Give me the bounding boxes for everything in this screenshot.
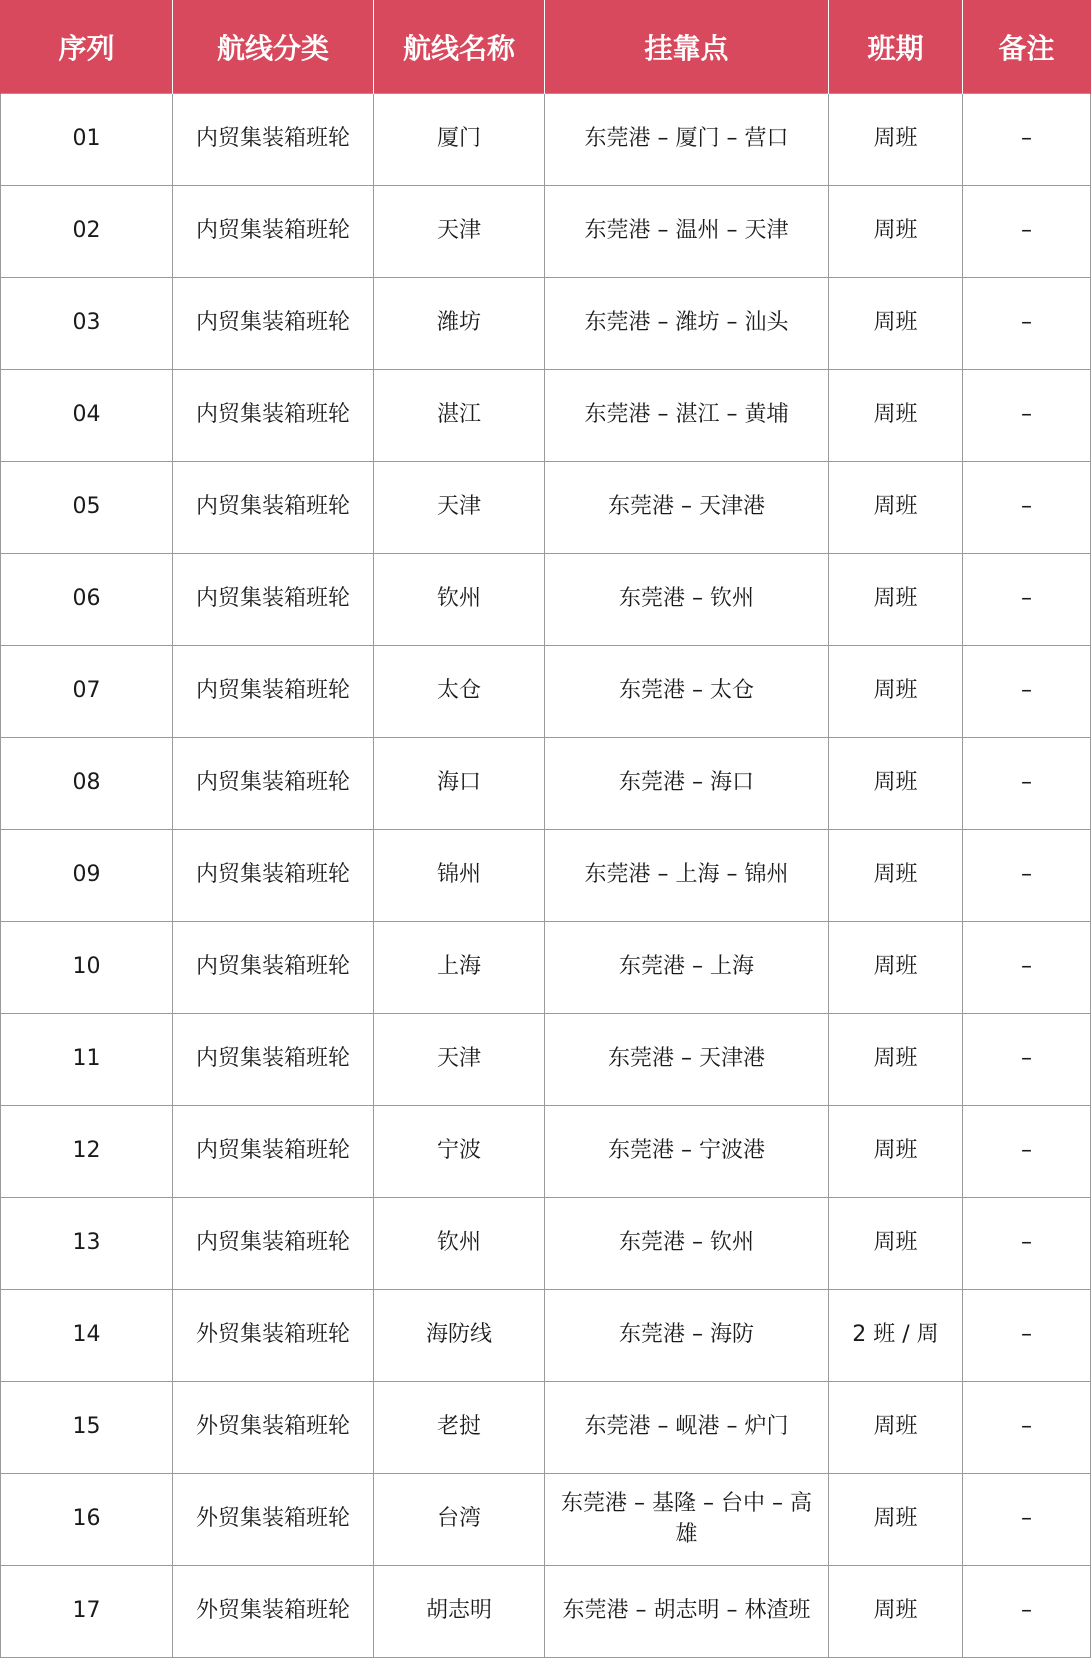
cell-route-name: 台湾	[374, 1474, 545, 1566]
cell-category: 内贸集装箱班轮	[173, 94, 374, 186]
cell-ports: 东莞港 – 湛江 – 黄埔	[545, 370, 829, 462]
cell-route-name: 厦门	[374, 94, 545, 186]
cell-ports: 东莞港 – 天津港	[545, 462, 829, 554]
cell-route-name: 上海	[374, 922, 545, 1014]
table-row	[1, 554, 1091, 646]
table-row	[1, 922, 1091, 1014]
cell-route-name: 宁波	[374, 1106, 545, 1198]
header-schedule: 班期	[829, 0, 963, 94]
cell-category: 外贸集装箱班轮	[173, 1290, 374, 1382]
cell-schedule: 周班	[829, 1566, 963, 1658]
cell-index: 13	[1, 1198, 173, 1290]
cell-schedule: 周班	[829, 830, 963, 922]
cell-ports: 东莞港 – 岘港 – 炉门	[545, 1382, 829, 1474]
cell-remark: –	[963, 278, 1091, 370]
table-row	[1, 186, 1091, 278]
table-row	[1, 738, 1091, 830]
cell-route-name: 天津	[374, 1014, 545, 1106]
table-row	[1, 1290, 1091, 1382]
cell-index: 14	[1, 1290, 173, 1382]
cell-remark: –	[963, 1198, 1091, 1290]
cell-remark: –	[963, 370, 1091, 462]
cell-remark: –	[963, 94, 1091, 186]
table-row	[1, 1198, 1091, 1290]
cell-route-name: 潍坊	[374, 278, 545, 370]
cell-category: 内贸集装箱班轮	[173, 646, 374, 738]
cell-index: 03	[1, 278, 173, 370]
cell-remark: –	[963, 830, 1091, 922]
cell-remark: –	[963, 554, 1091, 646]
header-remark: 备注	[963, 0, 1091, 94]
cell-route-name: 天津	[374, 462, 545, 554]
cell-ports: 东莞港 – 潍坊 – 汕头	[545, 278, 829, 370]
table-row	[1, 1106, 1091, 1198]
cell-ports: 东莞港 – 天津港	[545, 1014, 829, 1106]
cell-ports: 东莞港 – 海口	[545, 738, 829, 830]
cell-index: 05	[1, 462, 173, 554]
table-row	[1, 1014, 1091, 1106]
cell-index: 17	[1, 1566, 173, 1658]
cell-ports: 东莞港 – 胡志明 – 林渣班	[545, 1566, 829, 1658]
table-header	[1, 0, 1091, 94]
cell-route-name: 天津	[374, 186, 545, 278]
cell-route-name: 海口	[374, 738, 545, 830]
cell-index: 06	[1, 554, 173, 646]
cell-remark: –	[963, 1290, 1091, 1382]
cell-schedule: 周班	[829, 1474, 963, 1566]
cell-schedule: 周班	[829, 1382, 963, 1474]
cell-ports: 东莞港 – 宁波港	[545, 1106, 829, 1198]
cell-schedule: 周班	[829, 462, 963, 554]
cell-index: 02	[1, 186, 173, 278]
cell-route-name: 钦州	[374, 554, 545, 646]
cell-index: 15	[1, 1382, 173, 1474]
cell-remark: –	[963, 1566, 1091, 1658]
cell-index: 04	[1, 370, 173, 462]
cell-category: 内贸集装箱班轮	[173, 462, 374, 554]
cell-schedule: 周班	[829, 1198, 963, 1290]
cell-schedule: 2 班 / 周	[829, 1290, 963, 1382]
cell-schedule: 周班	[829, 646, 963, 738]
cell-schedule: 周班	[829, 1106, 963, 1198]
cell-category: 内贸集装箱班轮	[173, 738, 374, 830]
cell-route-name: 海防线	[374, 1290, 545, 1382]
cell-schedule: 周班	[829, 554, 963, 646]
cell-schedule: 周班	[829, 370, 963, 462]
cell-remark: –	[963, 922, 1091, 1014]
header-category: 航线分类	[173, 0, 374, 94]
cell-category: 外贸集装箱班轮	[173, 1382, 374, 1474]
cell-ports: 东莞港 – 钦州	[545, 1198, 829, 1290]
cell-remark: –	[963, 186, 1091, 278]
cell-category: 外贸集装箱班轮	[173, 1474, 374, 1566]
cell-route-name: 太仓	[374, 646, 545, 738]
cell-ports: 东莞港 – 海防	[545, 1290, 829, 1382]
table-row	[1, 1566, 1091, 1658]
cell-category: 内贸集装箱班轮	[173, 1198, 374, 1290]
table-body	[1, 94, 1091, 1658]
cell-index: 10	[1, 922, 173, 1014]
table-row	[1, 1382, 1091, 1474]
cell-category: 内贸集装箱班轮	[173, 370, 374, 462]
cell-route-name: 老挝	[374, 1382, 545, 1474]
cell-schedule: 周班	[829, 186, 963, 278]
table-row	[1, 462, 1091, 554]
cell-route-name: 胡志明	[374, 1566, 545, 1658]
cell-remark: –	[963, 738, 1091, 830]
table-row	[1, 94, 1091, 186]
cell-ports: 东莞港 – 太仓	[545, 646, 829, 738]
cell-ports: 东莞港 – 上海 – 锦州	[545, 830, 829, 922]
cell-category: 内贸集装箱班轮	[173, 1014, 374, 1106]
cell-remark: –	[963, 646, 1091, 738]
cell-ports: 东莞港 – 钦州	[545, 554, 829, 646]
cell-category: 内贸集装箱班轮	[173, 922, 374, 1014]
table-row	[1, 830, 1091, 922]
cell-route-name: 钦州	[374, 1198, 545, 1290]
cell-category: 内贸集装箱班轮	[173, 186, 374, 278]
header-route-name: 航线名称	[374, 0, 545, 94]
cell-ports: 东莞港 – 基隆 – 台中 – 高雄	[545, 1474, 829, 1566]
cell-remark: –	[963, 1474, 1091, 1566]
cell-category: 内贸集装箱班轮	[173, 554, 374, 646]
cell-remark: –	[963, 1106, 1091, 1198]
cell-index: 07	[1, 646, 173, 738]
cell-index: 01	[1, 94, 173, 186]
cell-schedule: 周班	[829, 278, 963, 370]
header-row	[1, 0, 1091, 94]
cell-category: 内贸集装箱班轮	[173, 278, 374, 370]
cell-index: 12	[1, 1106, 173, 1198]
cell-remark: –	[963, 462, 1091, 554]
cell-index: 11	[1, 1014, 173, 1106]
cell-index: 16	[1, 1474, 173, 1566]
cell-category: 内贸集装箱班轮	[173, 830, 374, 922]
table-row	[1, 646, 1091, 738]
cell-ports: 东莞港 – 温州 – 天津	[545, 186, 829, 278]
cell-ports: 东莞港 – 上海	[545, 922, 829, 1014]
cell-route-name: 湛江	[374, 370, 545, 462]
cell-category: 内贸集装箱班轮	[173, 1106, 374, 1198]
table-row	[1, 278, 1091, 370]
cell-remark: –	[963, 1014, 1091, 1106]
table-row	[1, 1474, 1091, 1566]
cell-schedule: 周班	[829, 922, 963, 1014]
cell-schedule: 周班	[829, 738, 963, 830]
header-index: 序列	[1, 0, 173, 94]
cell-category: 外贸集装箱班轮	[173, 1566, 374, 1658]
table-row	[1, 370, 1091, 462]
cell-index: 08	[1, 738, 173, 830]
cell-remark: –	[963, 1382, 1091, 1474]
cell-route-name: 锦州	[374, 830, 545, 922]
header-ports: 挂靠点	[545, 0, 829, 94]
cell-index: 09	[1, 830, 173, 922]
cell-ports: 东莞港 – 厦门 – 营口	[545, 94, 829, 186]
cell-schedule: 周班	[829, 94, 963, 186]
cell-schedule: 周班	[829, 1014, 963, 1106]
